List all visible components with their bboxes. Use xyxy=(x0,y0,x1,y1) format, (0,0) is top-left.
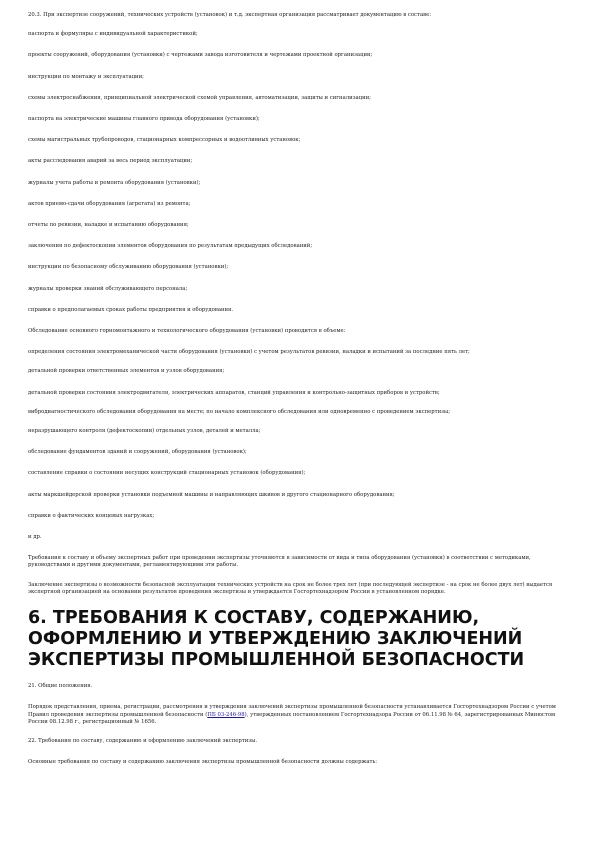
list-item: журналы учета работы и ремонта оборудования (установки); xyxy=(28,179,201,186)
list-item: паспорта на электрические машины главного привода оборудования (установки); xyxy=(28,116,260,123)
list-item: вибродиагностического обследования оборудования на месте; по начало комплексного обследования или одновременно с проведением экспертизы; xyxy=(28,408,451,415)
paragraph-21: 21. Общие положения. xyxy=(28,683,93,690)
document-page xyxy=(28,12,564,766)
paragraph: Заключение экспертизы о возможности безопасной эксплуатации технических устройств на срок не более трех лет (при последующей экспертизе - на срок не более двух лет) выдается экспертной организацией на основании результатов проведения экспертизы и утверждается Госгортехнадзором России в установленном порядке. xyxy=(28,581,553,595)
list-item: и др. xyxy=(28,534,42,541)
regulation-link[interactable]: ПБ 03-246-98 xyxy=(207,711,245,718)
paragraph-text: Порядок представления, приема, регистрации, рассмотрения и утверждения заключений экспертизы промышленной безопасности устанавливается Госгортехнадзором России с учетом Правил проведения экспертизы промышленной безопасности ( xyxy=(28,704,556,718)
list-item: схемы электроснабжения, принципиальной электрической схемой управления, автоматизации, защиты и сигнализации; xyxy=(28,94,371,101)
list-item: отчеты по ревизии, наладке и испытанию оборудования; xyxy=(28,222,189,229)
list-item: детальной проверки ответственных элементов и узлов оборудования; xyxy=(28,368,225,375)
paragraph-20-3: 20.3. При экспертизе сооружений, технических устройств (установок) и т.д. экспертная организация рассматривает документацию в составе: xyxy=(28,12,432,18)
list-item: детальной проверки состояния электродвигателя, электрических аппаратов, станций управления и контрольно-защитных приборов и устройств; xyxy=(28,389,440,396)
list-item: обследование фундаментов зданий и сооружений, оборудования (установок); xyxy=(28,449,247,456)
paragraph: Требования к составу и объему экспертных работ при проведении экспертизы уточняются в зависимости от вида и типа оборудования (установки) в соответствии с методиками, руководствами и другими документами, регламентирующими эти работы. xyxy=(28,555,531,569)
paragraph xyxy=(28,704,564,726)
list-item: заключения по дефектоскопии элементов оборудования по результатам предыдущих обследований; xyxy=(28,243,313,250)
paragraph: Основные требования по составу и содержанию заключения экспертизы промышленной безопасности должны содержать: xyxy=(28,759,378,766)
list-item: определения состояния электромеханической части оборудования (установки) с учетом результатов ревизии, наладки и испытаний за последние пять лет; xyxy=(28,349,470,356)
list-item: составление справки о состоянии несущих конструкций стационарных установок (оборудования); xyxy=(28,470,306,477)
list-item: неразрушающего контроля (дефектоскопии) отдельных узлов, деталей и металла; xyxy=(28,428,261,435)
list-item: схемы магистральных трубопроводов, стационарных компрессорных и водоотливных установок; xyxy=(28,137,301,144)
list-item: акты расследования аварий за весь период эксплуатации; xyxy=(28,158,193,165)
list-item: справки о предполагаемых сроках работы предприятия и оборудования. xyxy=(28,306,234,313)
list-item: паспорта и формуляры с индивидуальной характеристикой; xyxy=(28,31,198,38)
section-heading: 6. ТРЕБОВАНИЯ К СОСТАВУ, СОДЕРЖАНИЮ, ОФОРМЛЕНИЮ И УТВЕРЖДЕНИЮ ЗАКЛЮЧЕНИЙ ЭКСПЕРТИЗЫ ПРОМЫШЛЕННОЙ БЕЗОПАСНОСТИ xyxy=(28,608,525,671)
list-item: проекты сооружений, оборудования (установки) с чертежами завода изготовителя и чертежами проектной организации; xyxy=(28,52,373,59)
list-item: журналы проверки знаний обслуживающего персонала; xyxy=(28,285,188,292)
list-item: инструкции по безопасному обслуживанию оборудования (установки); xyxy=(28,264,229,271)
list-item: актов приемо-сдачи оборудования (агрегата) из ремонта; xyxy=(28,200,191,207)
paragraph: Обследование основного горномонтажного и технологического оборудования (установки) проводится в объеме: xyxy=(28,328,346,335)
paragraph-text: ), утвержденных постановлением Госгортехнадзора России от 06.11.98 № 64, зарегистрированных Минюстом России 08.12.98 г., регистрационный № 1656. xyxy=(28,711,556,725)
list-item: акты маркшейдерской проверки установки подъемной машины и направляющих шкивов и другого стационарного оборудования; xyxy=(28,491,395,498)
list-item: справки о фактических концевых нагрузках; xyxy=(28,512,155,519)
list-item: инструкции по монтажу и эксплуатации; xyxy=(28,73,144,80)
paragraph-22: 22. Требования по составу, содержанию и оформлению заключений экспертизы. xyxy=(28,737,258,744)
